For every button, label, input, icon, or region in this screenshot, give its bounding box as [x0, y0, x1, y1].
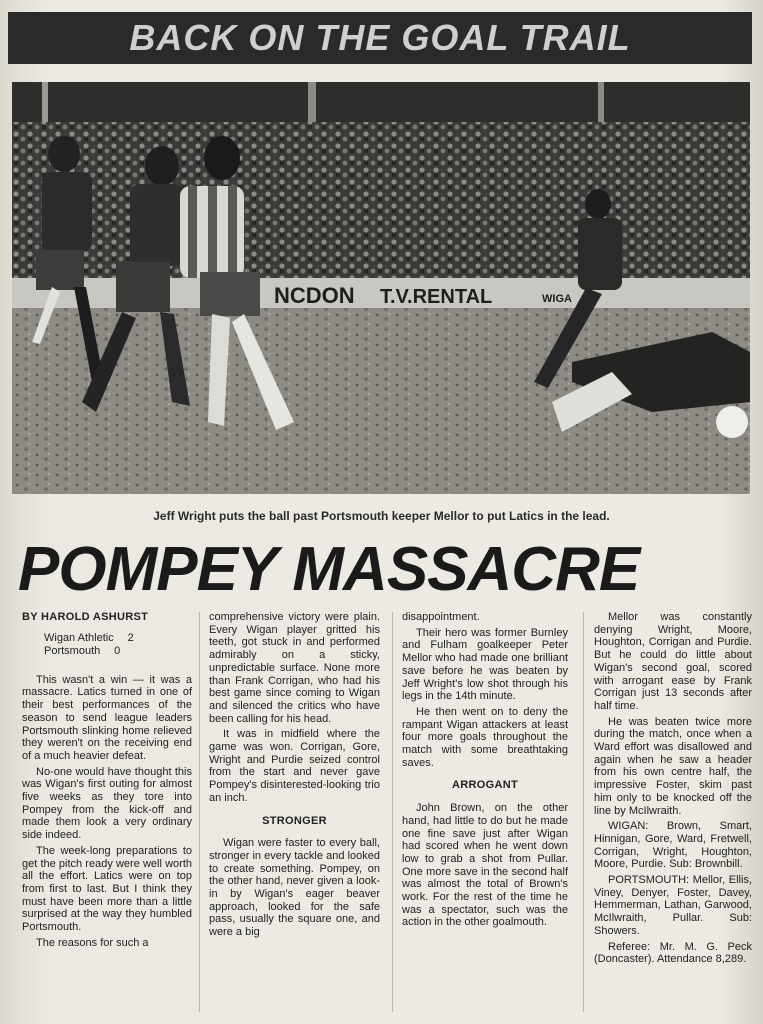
paragraph: This wasn't a win — it was a massacre. Latics turned in one of their best performances of the season to send league leaders Portsmouth slinking home relieved they weren't on the receiving end of a much heavier defeat. — [22, 673, 192, 762]
paragraph: Their hero was former Burnley and Fulham goalkeeper Peter Mellor who had made one brilliant save before he was beaten by Jeff Wright's low shot through his legs in the 14th minute. — [402, 626, 568, 703]
paragraph: The week-long preparations to get the pitch ready were well worth all the effort. Latics were on top from first to last. But I think they must have been more than a little surprised at the way they humbled Portsmouth. — [22, 844, 192, 934]
photo-caption: Jeff Wright puts the ball past Portsmouth keeper Mellor to put Latics in the lead. — [153, 509, 610, 523]
byline: BY HAROLD ASHURST — [22, 611, 149, 623]
paragraph: comprehensive victory were plain. Every Wigan player gritted his teeth, got stuck in and performed admirably on a sticky, unpredictable surface. None more than Frank Corrigan, who had his best game since coming to Wigan and silenced the critics who have been calling for his head. — [209, 611, 380, 725]
column-rule — [583, 612, 584, 1012]
paragraph: He was beaten twice more during the match, once when a Ward effort was disallowed and again when he saw a header from his own centre half, the impressive Foster, skim past him only to be knocked off the line by McIlwraith. — [594, 715, 752, 817]
board-left-text: NCDON — [274, 283, 355, 308]
team-lineup: WIGAN: Brown, Smart, Hinnigan, Gore, Ward, Fretwell, Corrigan, Wright, Houghton, Moore, Purdie. Sub: Brownbill. — [594, 820, 752, 871]
article-column-2 — [209, 611, 380, 942]
paragraph: Wigan were faster to every ball, stronger in every tackle and looked to create something. Pompey, on the other hand, never given a look-in by Wigan's eager beaver approach, looked for the safe pass, usually the square one, and were a big — [209, 837, 380, 939]
paragraph: He then went on to deny the rampant Wigan attackers at least four more goals throughout the match with some breathtaking saves. — [402, 705, 568, 769]
board-main-text: T.V.RENTAL — [380, 286, 493, 308]
article-column-3 — [402, 611, 568, 932]
team-goals: 2 — [127, 631, 134, 644]
subheading: STRONGER — [262, 814, 327, 827]
team-name: Wigan Athletic — [44, 631, 114, 644]
paragraph: disappointment. — [402, 611, 480, 623]
match-officials: Referee: Mr. M. G. Peck (Doncaster). Attendance 8,289. — [594, 940, 752, 966]
article-column-4 — [594, 611, 752, 969]
column-rule — [199, 612, 200, 1012]
match-photo — [12, 82, 750, 494]
paragraph: It was in midfield where the game was won. Corrigan, Gore, Wright and Purdie seized control from the start and never gave Pompey's disinterested-looking trio an inch. — [209, 728, 380, 804]
headline: POMPEY MASSACRE — [18, 535, 640, 604]
team-lineup: PORTSMOUTH: Mellor, Ellis, Viney, Denyer, Foster, Davey, Hemmerman, Lathan, Garwood, McIlwraith, Pullar. Sub: Showers. — [594, 874, 752, 937]
section-banner — [8, 12, 752, 64]
paragraph: Mellor was constantly denying Wright, Moore, Houghton, Corrigan and Purdie. But he could do little about Wigan's second goal, scored with arrogant ease by Frank Corrigan just 13 seconds after half time. — [594, 611, 752, 712]
score-block — [22, 632, 192, 658]
column-rule — [392, 612, 393, 1012]
banner-title: BACK ON THE GOAL TRAIL — [129, 17, 631, 58]
paragraph: John Brown, on the other hand, had little to do but he made one fine save just after Wigan had scored when he went down low to grab a shot from Pullar. One more save in the second half was almost the total of Brown's work. For the rest of the time he was a spectator, such was the action in the other goalmouth. — [402, 802, 568, 929]
football — [716, 406, 748, 438]
subheading: ARROGANT — [452, 779, 518, 792]
match-photo-illustration — [12, 82, 750, 494]
article-column-1 — [22, 611, 192, 952]
score-line — [44, 645, 192, 658]
score-line — [44, 632, 192, 645]
paragraph: No-one would have thought this was Wigan's first outing for almost five weeks as they tore into Pompey from the kick-off and made them look a very ordinary side indeed. — [22, 765, 192, 842]
board-right-text: WIGA — [542, 293, 572, 305]
paragraph: The reasons for such a — [36, 936, 149, 949]
team-goals: 0 — [114, 644, 121, 657]
team-name: Portsmouth — [44, 644, 101, 657]
